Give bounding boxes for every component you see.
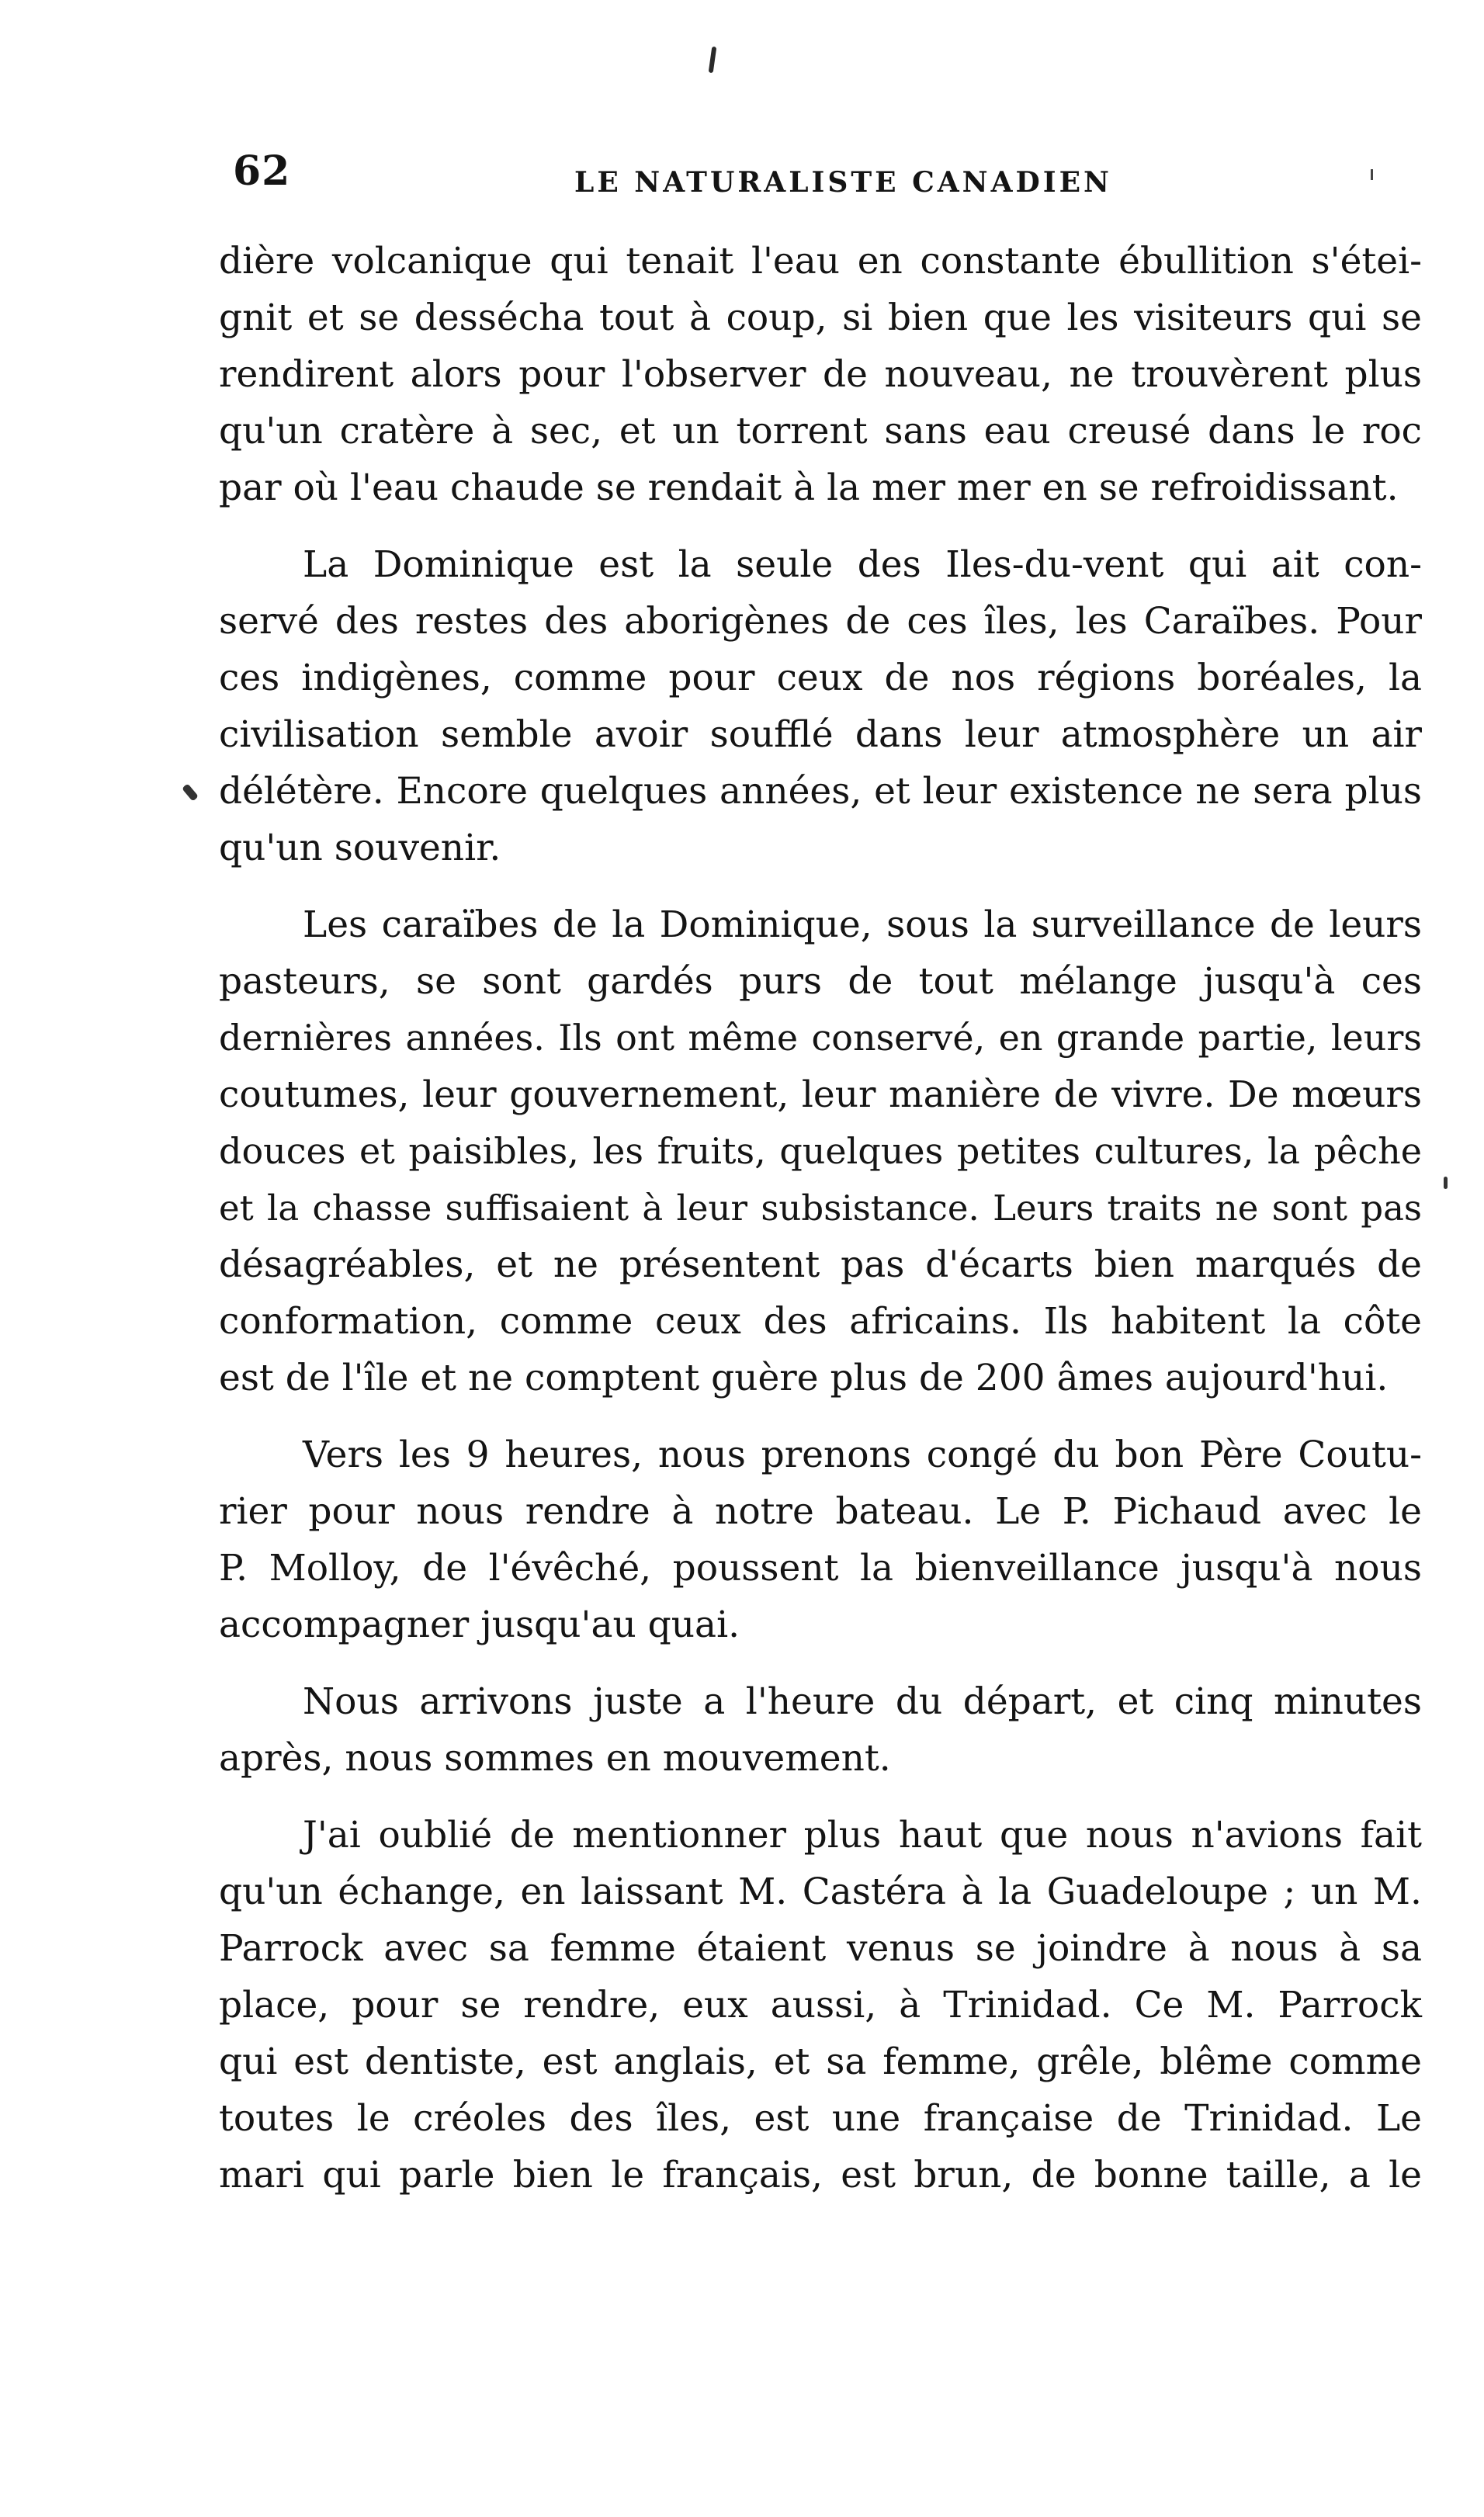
- text-line: conformation, comme ceux des africains. Ils habitent la côte: [219, 1300, 1422, 1343]
- ink-speck-header: [1371, 169, 1373, 180]
- paragraph-continuation: [219, 233, 1422, 516]
- paragraph-depart-cure: [219, 1427, 1422, 1653]
- text-line: ces indigènes, comme pour ceux de nos régions boréales, la: [219, 657, 1422, 699]
- text-line: J'ai oublié de mentionner plus haut que nous n'avions fait: [303, 1814, 1422, 1857]
- margin-mark-right: [1444, 1177, 1448, 1189]
- text-line: coutumes, leur gouvernement, leur manière de vivre. De mœurs: [219, 1073, 1422, 1116]
- text-line: désagréables, et ne présentent pas d'écarts bien marqués de: [219, 1243, 1422, 1286]
- paragraph-arrivee: [219, 1673, 1422, 1787]
- text-line: dernières années. Ils ont même conservé, en grande partie, leurs: [219, 1017, 1422, 1059]
- margin-mark-left: [182, 783, 199, 801]
- page-header: [0, 147, 1484, 210]
- text-line: Les caraïbes de la Dominique, sous la surveillance de leurs: [303, 903, 1422, 946]
- text-line: qui est dentiste, est anglais, et sa femme, grêle, blême comme: [219, 2040, 1422, 2083]
- text-line: après, nous sommes en mouvement.: [219, 1737, 891, 1780]
- text-line: rier pour nous rendre à notre bateau. Le P. Pichaud avec le: [219, 1490, 1422, 1533]
- text-line: qu'un souvenir.: [219, 827, 501, 869]
- text-line: toutes le créoles des îles, est une française de Trinidad. Le: [219, 2097, 1422, 2140]
- text-line: La Dominique est la seule des Iles-du-vent qui ait con-: [303, 543, 1422, 586]
- ink-speck-top: [709, 47, 717, 74]
- text-line: qu'un échange, en laissant M. Castéra à la Guadeloupe ; un M.: [219, 1870, 1422, 1913]
- text-line: douces et paisibles, les fruits, quelques petites cultures, la pêche: [219, 1130, 1422, 1172]
- text-line: Nous arrivons juste a l'heure du départ, et cinq minutes: [303, 1680, 1422, 1723]
- text-line: par où l'eau chaude se rendait à la mer mer en se refroidissant.: [219, 466, 1399, 509]
- text-line: qu'un cratère à sec, et un torrent sans eau creusé dans le roc: [219, 410, 1422, 452]
- text-line: place, pour se rendre, eux aussi, à Trinidad. Ce M. Parrock: [219, 1984, 1422, 2026]
- text-line: civilisation semble avoir soufflé dans leur atmosphère un air: [219, 713, 1422, 756]
- body-text: [219, 233, 1422, 2203]
- paragraph-caraibes: [219, 896, 1422, 1406]
- text-line: est de l'île et ne comptent guère plus de 200 âmes aujourd'hui.: [219, 1357, 1389, 1399]
- text-line: P. Molloy, de l'évêché, poussent la bienveillance jusqu'à nous: [219, 1547, 1422, 1590]
- text-line: pasteurs, se sont gardés purs de tout mélange jusqu'à ces: [219, 960, 1422, 1003]
- text-line: accompagner jusqu'au quai.: [219, 1603, 740, 1646]
- text-line: Vers les 9 heures, nous prenons congé du bon Père Coutu-: [303, 1434, 1422, 1476]
- text-line: mari qui parle bien le français, est brun, de bonne taille, a le: [219, 2154, 1422, 2196]
- paragraph-dominique: [219, 536, 1422, 876]
- text-line: dière volcanique qui tenait l'eau en constante ébullition s'étei-: [219, 240, 1422, 283]
- text-line: gnit et se dessécha tout à coup, si bien que les visiteurs qui se: [219, 296, 1422, 339]
- text-line: et la chasse suffisaient à leur subsistance. Leurs traits ne sont pas: [219, 1187, 1422, 1229]
- paragraph-parrock: [219, 1807, 1422, 2203]
- page-number: 62: [233, 147, 291, 195]
- text-line: rendirent alors pour l'observer de nouveau, ne trouvèrent plus: [219, 353, 1422, 396]
- running-title: LE NATURALISTE CANADIEN: [574, 166, 1112, 199]
- text-line: servé des restes des aborigènes de ces îles, les Caraïbes. Pour: [219, 600, 1422, 643]
- text-line: délétère. Encore quelques années, et leur existence ne sera plus: [219, 770, 1422, 813]
- text-line: Parrock avec sa femme étaient venus se joindre à nous à sa: [219, 1927, 1422, 1970]
